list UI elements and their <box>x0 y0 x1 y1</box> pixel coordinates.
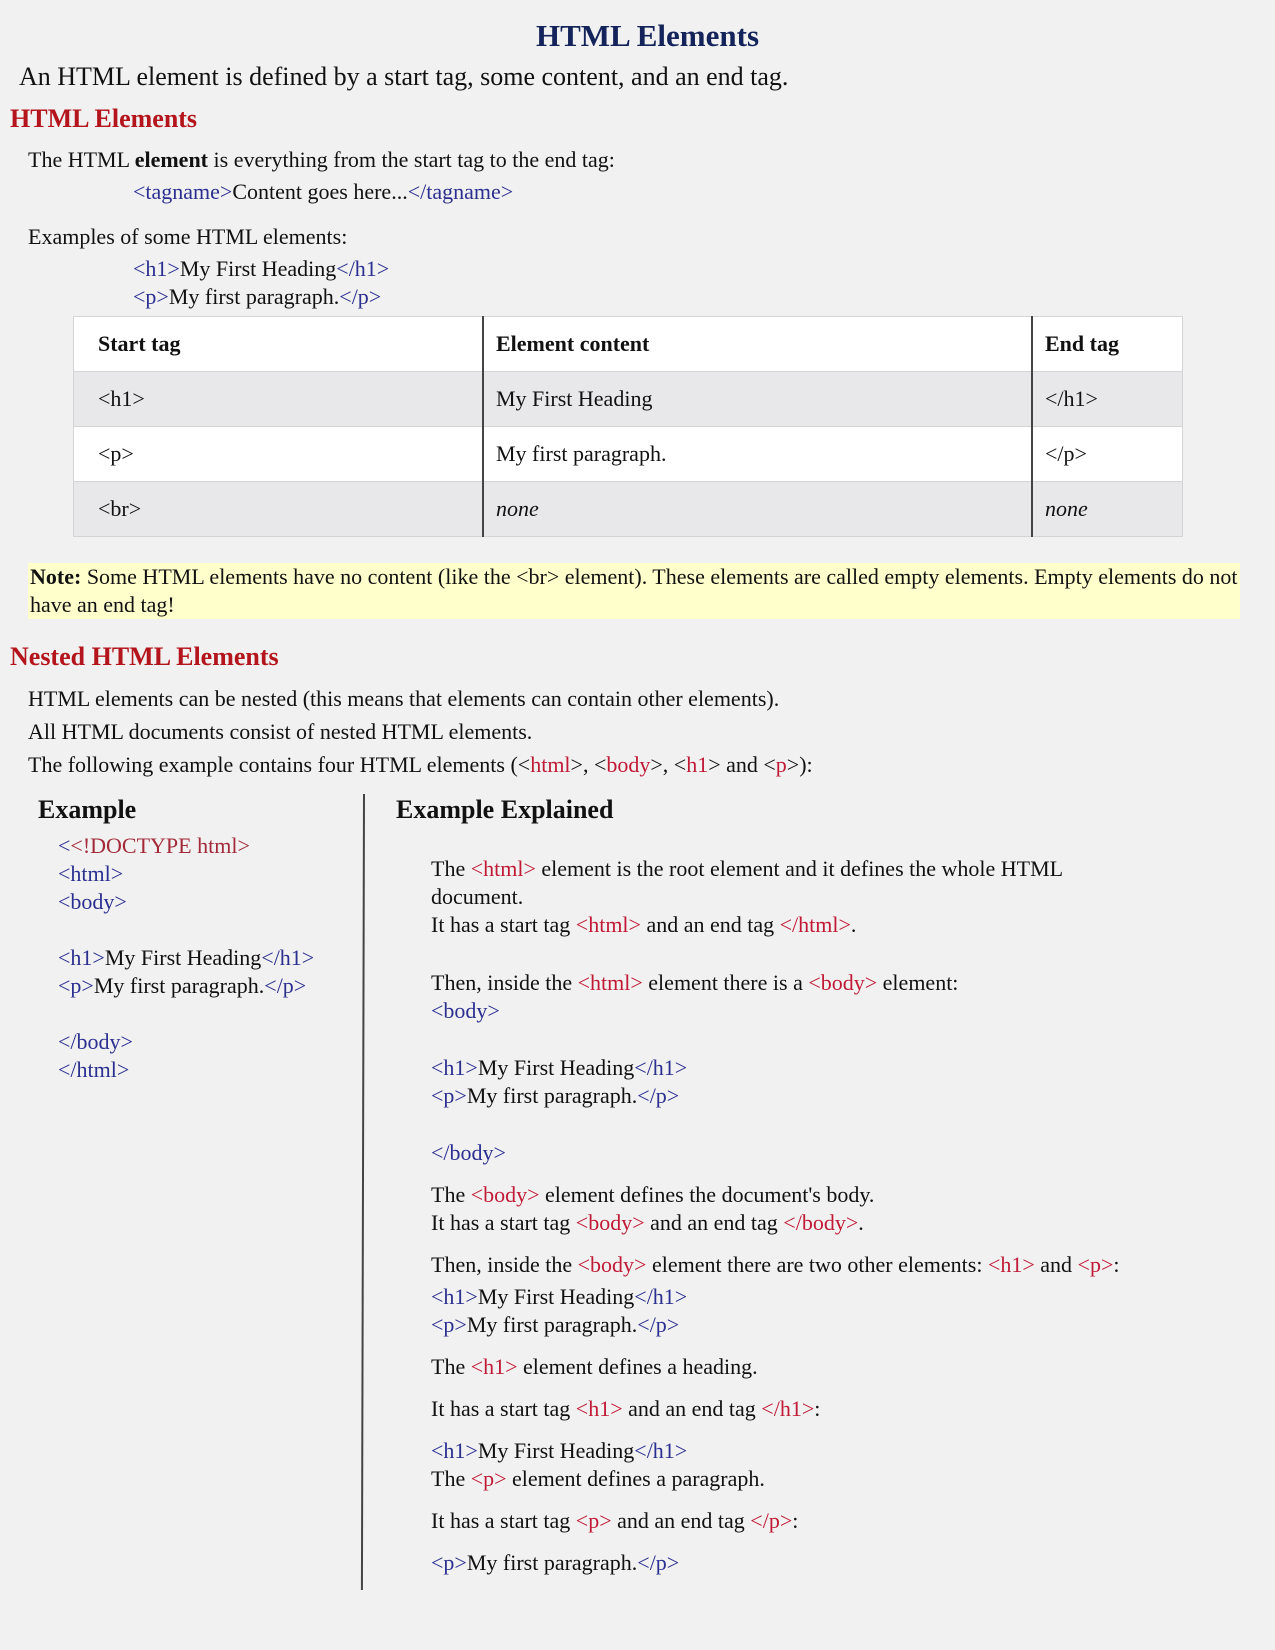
tag: <p> <box>431 1083 467 1108</box>
elements-table <box>73 316 1183 537</box>
example-code <box>58 832 314 1084</box>
code-line: <body> <box>58 889 127 914</box>
code-line: <<!DOCTYPE html> <box>58 833 250 858</box>
tag: </h1> <box>634 1284 688 1309</box>
definition-pre: The HTML <box>28 147 135 172</box>
explained-heading: Example Explained <box>396 795 614 824</box>
w: It has a start tag <box>431 1396 576 1421</box>
explained-line <box>431 1082 1119 1110</box>
w: My First Heading <box>477 1055 635 1080</box>
p-text: My first paragraph. <box>93 973 265 998</box>
table-row <box>74 482 1183 537</box>
note-text: Some HTML elements have no content (like the <br> element). These elements are called empty elements. Empty elements do not have an end tag! <box>30 564 1238 617</box>
explained-line <box>431 1251 1119 1279</box>
intro-text: An HTML element is defined by a start tag, some content, and an end tag. <box>19 62 789 91</box>
tag: <h1> <box>431 1438 478 1463</box>
explained-line <box>431 1395 1119 1423</box>
tag: </p> <box>637 1550 680 1575</box>
tag: <h1> <box>470 1354 518 1379</box>
tag: <p> <box>431 1312 467 1337</box>
w: It has a start tag <box>431 912 576 937</box>
w: My First Heading <box>477 1438 635 1463</box>
w: element is the root element and it defines the whole HTML <box>535 856 1064 881</box>
explained-line: <body> <box>431 998 500 1023</box>
explained-line <box>431 1209 1119 1237</box>
w: It has a start tag <box>431 1508 576 1533</box>
definition-post: is everything from the start tag to the end tag: <box>208 147 615 172</box>
w: Then, inside the <box>431 1252 578 1277</box>
nested-line-3: The following example contains four HTML elements (<html>, <body>, <h1> and <p>): <box>28 752 813 777</box>
explained-line <box>431 1311 1119 1339</box>
w: The <box>431 1466 471 1491</box>
explained-line <box>431 1181 1119 1209</box>
tag: <p> <box>431 1550 467 1575</box>
w: It has a start tag <box>431 1210 576 1235</box>
explained-line <box>431 1054 1119 1082</box>
table-cell: <p> <box>74 427 484 482</box>
example-heading: Example <box>38 795 137 824</box>
tag: </html> <box>779 912 851 937</box>
w: and an end tag <box>611 1508 751 1533</box>
table-row <box>74 427 1183 482</box>
tag: <html> <box>470 856 536 881</box>
code-line: <html> <box>58 861 124 886</box>
tag: <body> <box>577 1252 647 1277</box>
w: : <box>792 1508 799 1533</box>
tag: <p> <box>470 1466 507 1491</box>
line3-post: >): <box>786 752 813 777</box>
section-heading-nested: Nested HTML Elements <box>10 642 279 671</box>
table-header: Start tag <box>74 317 484 372</box>
w: My first paragraph. <box>466 1312 638 1337</box>
tag: <h1> <box>431 1284 478 1309</box>
table-header: End tag <box>1032 317 1183 372</box>
w: : <box>1113 1252 1120 1277</box>
tag: </h1> <box>761 1396 815 1421</box>
h1-open: <h1> <box>58 945 105 970</box>
explained-line <box>431 1465 1119 1493</box>
w: My First Heading <box>477 1284 635 1309</box>
example-h1 <box>133 255 389 283</box>
table-header: Element content <box>483 317 1032 372</box>
syntax-open-tag: <tagname> <box>133 179 233 204</box>
p-open: <p> <box>58 973 94 998</box>
w: and an end tag <box>622 1396 762 1421</box>
w: element there are two other elements: <box>646 1252 988 1277</box>
table-row <box>74 372 1183 427</box>
element-definition <box>28 147 615 173</box>
table-cell: My first paragraph. <box>483 427 1032 482</box>
tag: <h1> <box>575 1396 623 1421</box>
code-line: </html> <box>58 1057 130 1082</box>
tag: </body> <box>783 1210 859 1235</box>
explained-line <box>431 1353 1119 1381</box>
tag: </p> <box>750 1508 793 1533</box>
tag: <h1> <box>431 1055 478 1080</box>
doctype-text: <!DOCTYPE html> <box>70 833 250 858</box>
w: The <box>431 856 471 881</box>
table-header-row <box>74 317 1183 372</box>
line3-sep: >, < <box>570 752 607 777</box>
line3-sep: >, < <box>650 752 687 777</box>
w: . <box>850 912 857 937</box>
table-cell: </p> <box>1032 427 1183 482</box>
page-title: HTML Elements <box>535 18 760 53</box>
code-line <box>58 944 314 972</box>
table-cell: none <box>483 482 1032 537</box>
note-label: Note: <box>30 564 82 589</box>
line3-and: > and < <box>708 752 776 777</box>
note-box <box>28 563 1240 619</box>
tag: </h1> <box>634 1055 688 1080</box>
explained-line: document. <box>431 884 524 909</box>
explained-line <box>431 1507 1119 1535</box>
explained-line <box>431 855 1119 883</box>
tag: <body> <box>470 1182 540 1207</box>
w: and an end tag <box>644 1210 784 1235</box>
table-cell: none <box>1032 482 1183 537</box>
w: element: <box>877 970 959 995</box>
table-cell: </h1> <box>1032 372 1183 427</box>
tag-p: p <box>775 752 787 777</box>
tag: </p> <box>637 1083 680 1108</box>
nested-line-2: All HTML documents consist of nested HTML elements. <box>28 719 533 744</box>
code-line: </body> <box>58 1029 133 1054</box>
w: element defines the document's body. <box>539 1182 875 1207</box>
h1-text: My First Heading <box>104 945 262 970</box>
tag: <h1> <box>987 1252 1035 1277</box>
explained-line <box>431 911 1119 939</box>
tag-html: html <box>530 752 571 777</box>
w: The <box>431 1354 471 1379</box>
w: Then, inside the <box>431 970 578 995</box>
w: element defines a heading. <box>517 1354 758 1379</box>
example-p-close: </p> <box>339 284 382 309</box>
tag: </p> <box>637 1312 680 1337</box>
tag-h1: h1 <box>686 752 709 777</box>
explained-line <box>431 969 1119 997</box>
w: . <box>858 1210 864 1235</box>
syntax-example <box>133 178 513 206</box>
explained-text <box>431 855 1119 1577</box>
table-cell: <br> <box>74 482 484 537</box>
w: My first paragraph. <box>466 1550 638 1575</box>
example-p-open: <p> <box>133 284 169 309</box>
tag: <html> <box>575 912 641 937</box>
table-cell: <h1> <box>74 372 484 427</box>
h1-close: </h1> <box>261 945 315 970</box>
nested-line-1: HTML elements can be nested (this means that elements can contain other elements). <box>28 686 780 711</box>
code-line <box>58 972 314 1000</box>
example-h1-close: </h1> <box>336 256 390 281</box>
tag: <html> <box>577 970 643 995</box>
tag: <p> <box>575 1508 612 1533</box>
explained-line: </body> <box>431 1140 506 1165</box>
example-h1-open: <h1> <box>133 256 180 281</box>
section-heading-html-elements: HTML Elements <box>10 104 198 133</box>
w: My first paragraph. <box>466 1083 638 1108</box>
tag: </h1> <box>634 1438 688 1463</box>
w: and an end tag <box>640 912 780 937</box>
syntax-close-tag: </tagname> <box>407 179 514 204</box>
explained-line <box>431 1283 1119 1311</box>
p-close: </p> <box>264 973 307 998</box>
tag: <body> <box>808 970 878 995</box>
column-divider <box>361 794 365 1590</box>
w: element there is a <box>642 970 809 995</box>
w: The <box>431 1182 471 1207</box>
line3-pre: The following example contains four HTML elements ( <box>28 752 518 777</box>
definition-bold: element <box>134 147 209 172</box>
example-p-content: My first paragraph. <box>168 284 340 309</box>
table-cell: My First Heading <box>483 372 1032 427</box>
examples-label: Examples of some HTML elements: <box>28 224 348 249</box>
w: : <box>814 1396 821 1421</box>
example-p <box>133 283 381 311</box>
w: and <box>1034 1252 1078 1277</box>
syntax-content: Content goes here... <box>232 179 408 204</box>
w: element defines a paragraph. <box>506 1466 765 1491</box>
explained-line <box>431 1437 1119 1465</box>
tag: <p> <box>1077 1252 1114 1277</box>
example-h1-content: My First Heading <box>179 256 337 281</box>
explained-line <box>431 1549 1119 1577</box>
tag: <body> <box>575 1210 645 1235</box>
tag-body: body <box>606 752 651 777</box>
